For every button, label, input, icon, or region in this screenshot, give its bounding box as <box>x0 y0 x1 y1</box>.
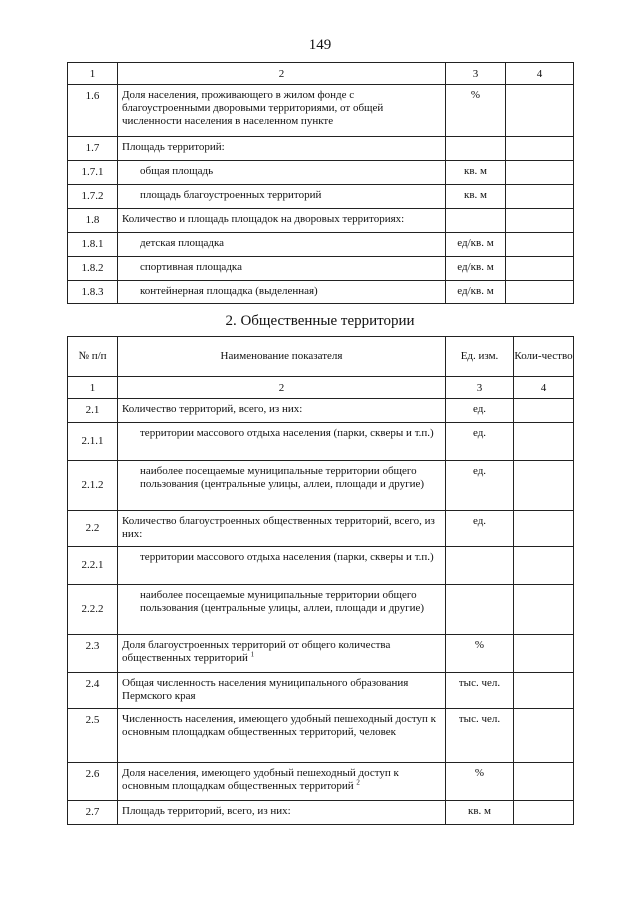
row-value <box>514 709 574 763</box>
row-number: 2.1 <box>68 399 118 423</box>
table-row <box>68 233 574 257</box>
row-number: 1.8.2 <box>68 257 118 281</box>
row-unit: ед. <box>446 399 514 423</box>
row-unit: ед/кв. м <box>446 281 506 304</box>
row-unit: тыс. чел. <box>446 673 514 709</box>
header-col-2: 2 <box>118 63 446 85</box>
row-value <box>514 399 574 423</box>
row-number: 1.7.2 <box>68 185 118 209</box>
footnote-mark: 1 <box>250 650 255 659</box>
row-number: 2.2 <box>68 511 118 547</box>
row-name: территории массового отдыха населения (парки, скверы и т.п.) <box>118 547 446 585</box>
row-number: 2.6 <box>68 763 118 801</box>
row-value <box>506 185 574 209</box>
row-value <box>514 635 574 673</box>
row-value <box>506 257 574 281</box>
head-name: Наименование показателя <box>118 337 446 377</box>
row-number: 2.2.2 <box>68 585 118 635</box>
row-value <box>506 209 574 233</box>
table-row <box>68 257 574 281</box>
indicators-table-1 <box>67 62 574 304</box>
row-value <box>514 673 574 709</box>
table-row <box>68 763 574 801</box>
row-name-text: Доля благоустроенных территорий от общего количества общественных территорий <box>122 639 391 664</box>
row-number: 2.5 <box>68 709 118 763</box>
table-row <box>68 399 574 423</box>
row-unit <box>446 585 514 635</box>
table1-header-row <box>68 63 574 85</box>
header-col-3: 3 <box>446 377 514 399</box>
row-name: контейнерная площадка (выделенная) <box>118 281 446 304</box>
table-row <box>68 185 574 209</box>
row-name <box>118 635 446 673</box>
table-row <box>68 209 574 233</box>
header-col-1: 1 <box>68 63 118 85</box>
row-name <box>118 763 446 801</box>
row-name: Численность населения, имеющего удобный пешеходный доступ к основным площадкам общественных территорий, человек <box>118 709 446 763</box>
row-value <box>514 461 574 511</box>
row-unit: кв. м <box>446 185 506 209</box>
row-unit: ед. <box>446 511 514 547</box>
row-number: 2.1.1 <box>68 423 118 461</box>
header-col-1: 1 <box>68 377 118 399</box>
table-row <box>68 461 574 511</box>
row-name: общая площадь <box>118 161 446 185</box>
row-name: наиболее посещаемые муниципальные территории общего пользования (центральные улицы, аллеи, площади и другие) <box>118 585 446 635</box>
row-name: Площадь территорий, всего, из них: <box>118 801 446 825</box>
header-col-4: 4 <box>506 63 574 85</box>
row-number: 2.4 <box>68 673 118 709</box>
row-number: 1.6 <box>68 85 118 137</box>
table-row <box>68 673 574 709</box>
header-col-3: 3 <box>446 63 506 85</box>
row-unit: % <box>446 85 506 137</box>
table-row <box>68 511 574 547</box>
row-number: 2.1.2 <box>68 461 118 511</box>
row-name: Количество и площадь площадок на дворовых территориях: <box>118 209 446 233</box>
footnote-mark: 2 <box>356 778 360 787</box>
row-value <box>506 281 574 304</box>
table-row <box>68 547 574 585</box>
row-name: площадь благоустроенных территорий <box>118 185 446 209</box>
row-name: Количество территорий, всего, из них: <box>118 399 446 423</box>
row-unit: ед/кв. м <box>446 257 506 281</box>
row-unit: тыс. чел. <box>446 709 514 763</box>
row-name: Площадь территорий: <box>118 137 446 161</box>
row-name: территории массового отдыха населения (парки, скверы и т.п.) <box>118 423 446 461</box>
section-title: 2. Общественные территории <box>225 313 415 329</box>
row-value <box>506 233 574 257</box>
row-number: 1.8.1 <box>68 233 118 257</box>
row-name: Количество благоустроенных общественных территорий, всего, из них: <box>118 511 446 547</box>
table-row <box>68 85 574 137</box>
table-row <box>68 635 574 673</box>
row-name: спортивная площадка <box>118 257 446 281</box>
row-unit: % <box>446 763 514 801</box>
row-value <box>514 585 574 635</box>
row-unit: ед. <box>446 423 514 461</box>
head-number: № п/п <box>68 337 118 377</box>
row-name: детская площадка <box>118 233 446 257</box>
row-value <box>506 85 574 137</box>
row-unit: % <box>446 635 514 673</box>
row-name: Доля населения, проживающего в жилом фонде с благоустроенными дворовыми территориями, от общей численности населения в населенном пункте <box>118 85 446 137</box>
head-quantity: Коли-чество <box>514 337 574 377</box>
header-col-2: 2 <box>118 377 446 399</box>
table2-header-numbers <box>68 377 574 399</box>
row-value <box>514 547 574 585</box>
row-value <box>506 161 574 185</box>
row-unit: кв. м <box>446 161 506 185</box>
row-number: 1.7 <box>68 137 118 161</box>
row-unit <box>446 547 514 585</box>
row-name: Общая численность населения муниципального образования Пермского края <box>118 673 446 709</box>
indicators-table-2 <box>67 336 574 825</box>
row-number: 1.8.3 <box>68 281 118 304</box>
row-unit: кв. м <box>446 801 514 825</box>
row-value <box>514 511 574 547</box>
row-value <box>514 801 574 825</box>
page-number: 149 <box>308 37 332 53</box>
head-unit: Ед. изм. <box>446 337 514 377</box>
row-number: 1.8 <box>68 209 118 233</box>
row-unit: ед/кв. м <box>446 233 506 257</box>
table2-head-row <box>68 337 574 377</box>
row-number: 2.2.1 <box>68 547 118 585</box>
table-row <box>68 709 574 763</box>
table-row <box>68 585 574 635</box>
row-name: наиболее посещаемые муниципальные территории общего пользования (центральные улицы, аллеи, площади и другие) <box>118 461 446 511</box>
table-row <box>68 281 574 304</box>
row-unit <box>446 209 506 233</box>
row-unit: ед. <box>446 461 514 511</box>
table-row <box>68 801 574 825</box>
row-value <box>514 763 574 801</box>
row-number: 2.7 <box>68 801 118 825</box>
table-row <box>68 161 574 185</box>
row-number: 1.7.1 <box>68 161 118 185</box>
row-unit <box>446 137 506 161</box>
header-col-4: 4 <box>514 377 574 399</box>
row-value <box>506 137 574 161</box>
table-row <box>68 423 574 461</box>
row-number: 2.3 <box>68 635 118 673</box>
row-name-text: Доля населения, имеющего удобный пешеходный доступ к основным площадкам общественных территорий <box>122 767 399 792</box>
table-row <box>68 137 574 161</box>
row-value <box>514 423 574 461</box>
